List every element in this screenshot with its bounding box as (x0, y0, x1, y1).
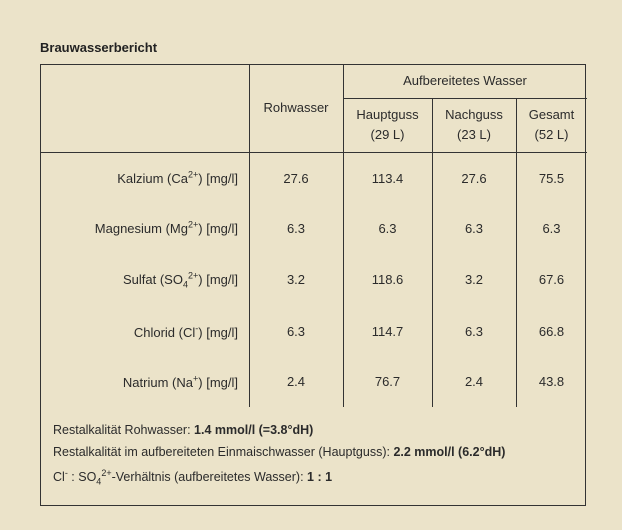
table-cell: 43.8 (538, 374, 565, 389)
table-cell: 66.8 (538, 324, 565, 339)
row-label-calcium: Kalzium $(Ca^{2+})$ [mg/l] (117, 169, 238, 186)
table-cell: 6.3 (286, 221, 306, 236)
table-cell: 6.3 (378, 221, 397, 236)
table-cell: 27.6 (283, 171, 309, 186)
header-sparge-volume: (23 L) (457, 127, 491, 142)
row-label-magnesium: Magnesium $(Mg^{2+})$ [mg/l] (94, 219, 238, 236)
header-main-mash (343, 105, 432, 145)
report-title: Brauwasserbericht (40, 40, 158, 55)
header-total-name: Gesamt (528, 107, 575, 122)
header-raw-water: Rohwasser (263, 100, 329, 115)
header-total-volume: (52 L) (534, 127, 569, 142)
note-residual-alkalinity-raw: Restalkalität Rohwasser: 1.4 mmol/l (=3.8°dH) (53, 423, 314, 437)
water-report-table (40, 64, 586, 506)
row-label-sodium: Natrium (Na+) [mg/l] (122, 373, 238, 390)
table-cell: 3.2 (464, 272, 484, 287)
table-cell: 6.3 (464, 221, 484, 236)
table-cell: 2.4 (286, 374, 306, 389)
table-cell: 67.6 (538, 272, 565, 287)
table-cell: 6.3 (286, 324, 306, 339)
header-total (516, 105, 587, 145)
table-cell: 76.7 (374, 374, 401, 389)
row-label-chloride: Chlorid (Cl-) [mg/l] (133, 323, 238, 340)
header-treated-water: Aufbereitetes Wasser (403, 73, 527, 88)
header-main-mash-volume: (29 L) (370, 127, 405, 142)
divider (41, 152, 587, 153)
note-chloride-sulfate-ratio: Cl- : $SO_4^{2+}$-Verhältnis (aufbereitetes Wasser): 1 : 1 (53, 467, 333, 487)
table-cell: 113.4 (371, 171, 404, 186)
divider (343, 98, 587, 99)
table-cell: 75.5 (538, 171, 565, 186)
table-cell: 6.3 (464, 324, 484, 339)
table-cell: 6.3 (542, 221, 561, 236)
table-cell: 27.6 (461, 171, 487, 186)
header-sparge-name: Nachguss (445, 107, 503, 122)
note-residual-alkalinity-mash: Restalkalität im aufbereiteten Einmaischwasser (Hauptguss): 2.2 mmol/l (6.2°dH) (53, 445, 506, 459)
header-sparge (432, 105, 516, 145)
table-cell: 2.4 (464, 374, 484, 389)
table-cell: 118.6 (371, 272, 404, 287)
table-cell: 3.2 (286, 272, 306, 287)
header-main-mash-name: Hauptguss (356, 107, 419, 122)
table-cell: 114.7 (371, 324, 404, 339)
row-label-sulfate: Sulfat $(SO_4^{2+})$ [mg/l] (123, 270, 238, 290)
